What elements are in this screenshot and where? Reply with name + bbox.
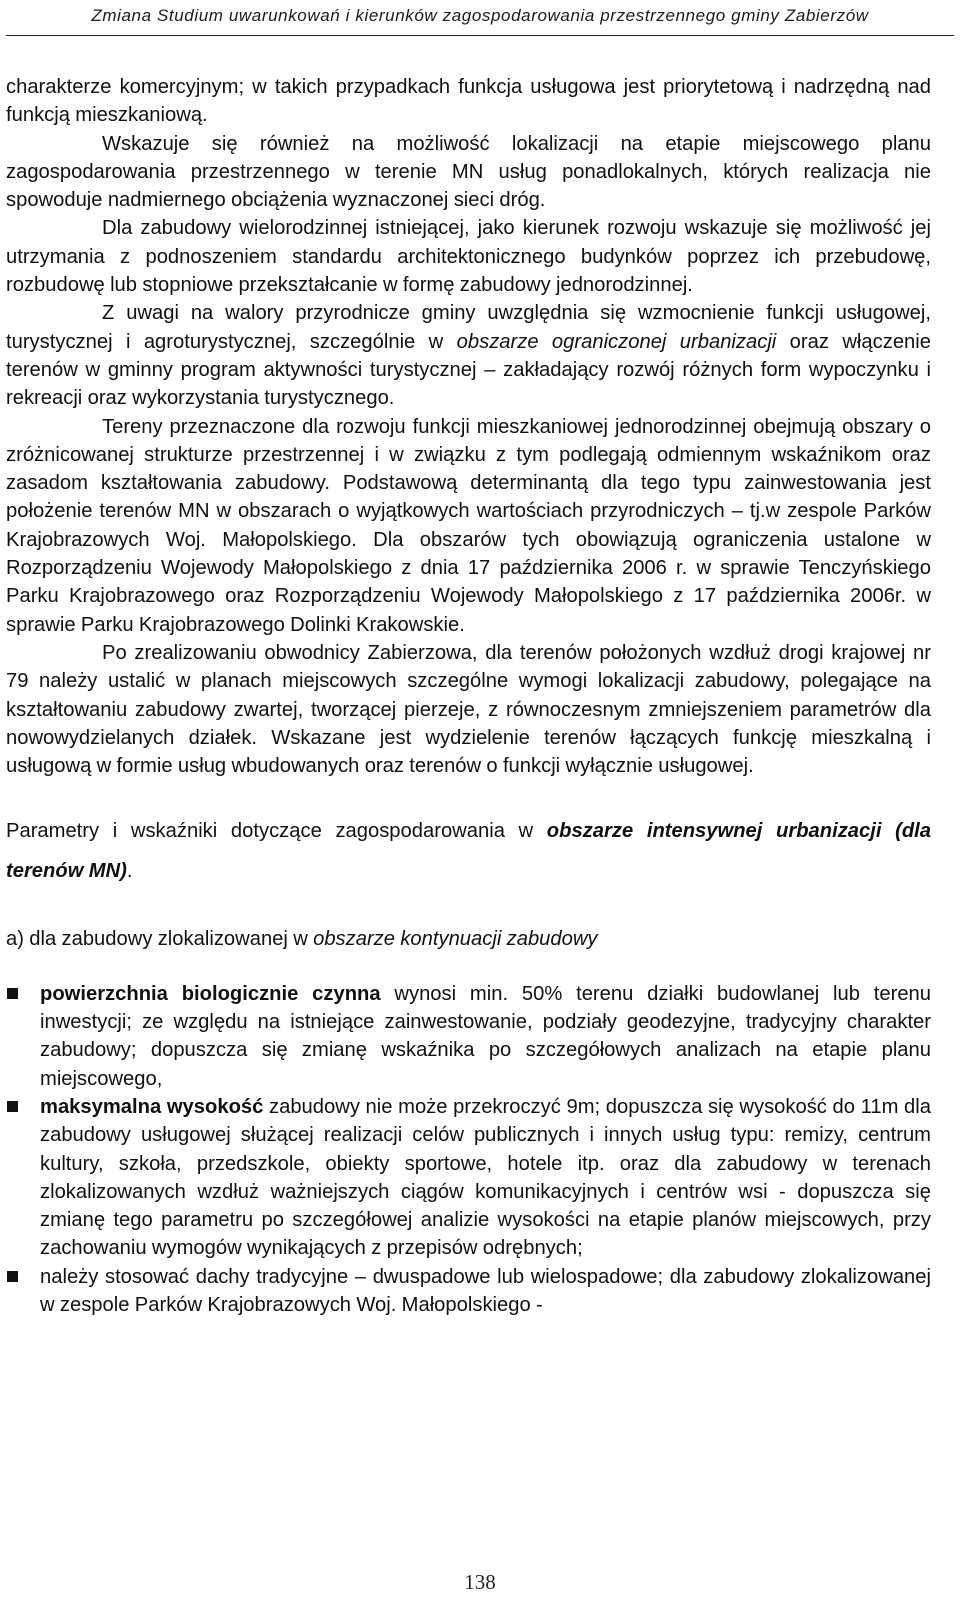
section-heading-end: . [126,860,133,883]
list-item-term: powierzchnia biologicznie czynna [40,982,381,1005]
paragraph-3: Dla zabudowy wielorodzinnej istniejącej, jako kierunek rozwoju wskazuje się możliwość jej utrzymania z podnoszeniem standardu architektonicznego budynków poprzez ich przebudowę, rozbudowę lub stopniowe przekształcanie w formę zabudowy jednorodzinnej. [6,217,931,297]
square-bullet-icon [7,1101,18,1112]
section-heading [6,811,931,891]
list-item-text: należy stosować dachy tradycyjne – dwuspadowe lub wielospadowe; dla zabudowy zlokalizowanej w zespole Parków Krajobrazowych Woj. Małopolskiego - [40,1265,931,1316]
paragraph-2: Wskazuje się również na możliwość lokalizacji na etapie miejscowego planu zagospodarowania przestrzennego w terenie MN usług ponadlokalnych, których realizacja nie spowoduje nadmiernego obciążenia wyznaczonej sieci dróg. [6,132,931,212]
square-bullet-icon [7,988,18,999]
document-body [6,73,931,1319]
paragraph-4 [6,299,931,412]
paragraph-1: charakterze komercyjnym; w takich przypadkach funkcja usługowa jest priorytetową i nadrzędną nad funkcją mieszkaniową. [6,76,931,127]
list-item [6,1263,931,1320]
list-item [6,1093,931,1263]
subsection-heading-lead: a) dla zabudowy zlokalizowanej w [6,928,314,951]
paragraph-6: Po zrealizowaniu obwodnicy Zabierzowa, dla terenów położonych wzdłuż drogi krajowej nr 79 należy ustalić w planach miejscowych szczególne wymogi lokalizacji zabudowy, polegające na kształtowaniu zabudowy zwartej, tworzącej pierzeje, z równoczesnym zmniejszeniem parametrów dla nowowydzielanych działek. Wskazane jest wydzielenie terenów łączących funkcję mieszkalną i usługową w formie usług wbudowanych oraz terenów o funkcji wyłącznie usługowej. [6,641,931,778]
paragraph-4-emphasis: obszarze ograniczonej urbanizacji [456,330,777,353]
subsection-heading-emphasis: obszarze kontynuacji zabudowy [313,928,598,951]
list-item-term: maksymalna wysokość [40,1095,264,1118]
list-item [6,980,931,1093]
parameter-list [6,980,931,1320]
paragraph-5: Tereny przeznaczone dla rozwoju funkcji mieszkaniowej jednorodzinnej obejmują obszary o zróżnicowanej strukturze przestrzennej i w związku z tym podlegają odmiennym wskaźnikom oraz zasadom kształtowania zabudowy. Podstawową determinantą dla tego typu zainwestowania jest położenie terenów MN w obszarach o wyjątkowych wartościach przyrodniczych – tj.w zespole Parków Krajobrazowych Woj. Małopolskiego. Dla obszarów tych obowiązują ograniczenia ustalone w Rozporządzeniu Wojewody Małopolskiego z dnia 17 października 2006 r. w sprawie Tenczyńskiego Parku Krajobrazowego oraz Rozporządzeniu Wojewody Małopolskiego z 17 października 2006r. w sprawie Parku Krajobrazowego Dolinki Krakowskie. [6,415,931,636]
page-header [0,0,960,44]
square-bullet-icon [7,1271,18,1282]
list-item-text: zabudowy nie może przekroczyć 9m; dopuszcza się wysokość do 11m dla zabudowy usługowej służącej realizacji celów publicznych i innych usług typu: remizy, centrum kultury, szkoła, przedszkole, obiekty sportowe, hotele itp. oraz dla zabudowy w terenach zlokalizowanych wzdłuż ważniejszych ciągów komunikacyjnych i centrów wsi - dopuszcza się zmianę tego parametru po szczegółowej analizie wysokości na etapie planów miejscowych, przy zachowaniu wymogów wynikających z przepisów odrębnych; [40,1095,932,1260]
paragraph-4-lead: Z uwagi na walory przyrodnicze gminy uwzględnia się wzmocnienie funkcji usługowej, turystycznej i agroturystycznej, szczególnie w [6,302,931,353]
section-heading-lead: Parametry i wskaźniki dotyczące zagospodarowania w [6,820,547,843]
header-rule [6,35,954,36]
section-heading-emphasis: obszarze intensywnej urbanizacji (dla terenów MN) [6,820,932,883]
page-number: 138 [464,1570,496,1594]
subsection-heading [6,925,931,953]
paragraph-4-end: oraz włączenie terenów w gminny program aktywności turystycznej – zakładający rozwój różnych form wypoczynku i rekreacji oraz wykorzystania turystycznego. [6,330,931,410]
header-title: Zmiana Studium uwarunkowań i kierunków zagospodarowania przestrzennego gminy Zabierzów [91,6,869,25]
list-item-text: wynosi min. 50% terenu działki budowlanej lub terenu inwestycji; ze względu na istniejące zainwestowanie, podziały geodezyjne, tradycyjny charakter zabudowy; dopuszcza się zmianę wskaźnika po szczegółowych analizach na etapie planu miejscowego, [40,982,931,1090]
